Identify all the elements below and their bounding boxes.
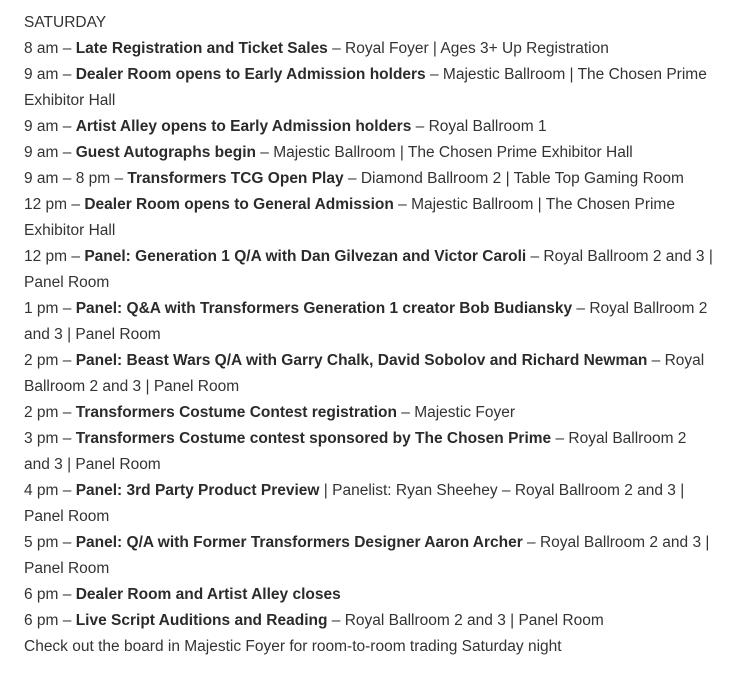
event-item: 2 pm – Panel: Beast Wars Q/A with Garry Chalk, David Sobolov and Richard Newman – Royal Ballroom 2 and 3 | Panel Room [24, 352, 705, 395]
event-time: 5 pm [24, 534, 59, 551]
schedule [24, 10, 714, 660]
event-title: Artist Alley opens to Early Admission holders [75, 118, 412, 135]
event-location: Royal Foyer | Ages 3+ Up Registration [345, 40, 609, 57]
event-title: Panel: Q/A with Former Transformers Designer Aaron Archer [75, 534, 523, 551]
event-location: Royal Ballroom 1 [428, 118, 547, 135]
event-item: 9 am – 8 pm – Transformers TCG Open Play – Diamond Ballroom 2 | Table Top Gaming Room [24, 170, 684, 187]
event-title: Guest Autographs begin [75, 144, 256, 161]
event-time: 4 pm [24, 482, 59, 499]
event-location: Royal Ballroom 2 and 3 | Panel Room [344, 612, 604, 629]
event-item: 9 am – Dealer Room opens to Early Admission holders – Majestic Ballroom | The Chosen Prime Exhibitor Hall [24, 66, 707, 109]
event-time: 1 pm [24, 300, 59, 317]
event-title: Live Script Auditions and Reading [75, 612, 328, 629]
event-list [24, 36, 714, 634]
event-item: 1 pm – Panel: Q&A with Transformers Generation 1 creator Bob Budiansky – Royal Ballroom 2 and 3 | Panel Room [24, 300, 708, 343]
event-title: Dealer Room and Artist Alley closes [75, 586, 341, 603]
event-time: 9 am [24, 118, 59, 135]
event-item: 6 pm – Dealer Room and Artist Alley closes [24, 586, 341, 603]
event-item: 4 pm – Panel: 3rd Party Product Preview | Panelist: Ryan Sheehey – Royal Ballroom 2 and 3 | Panel Room [24, 482, 685, 525]
event-title: Late Registration and Ticket Sales [75, 40, 328, 57]
event-item: 8 am – Late Registration and Ticket Sales – Royal Foyer | Ages 3+ Up Registration [24, 40, 609, 57]
event-item: 12 pm – Dealer Room opens to General Admission – Majestic Ballroom | The Chosen Prime Exhibitor Hall [24, 196, 675, 239]
event-item: 9 am – Artist Alley opens to Early Admission holders – Royal Ballroom 1 [24, 118, 547, 135]
event-time: 9 am [24, 144, 59, 161]
event-location: Royal Ballroom 2 and 3 | Panel Room [24, 430, 687, 473]
event-time: 9 am [24, 66, 59, 83]
footer-note: Check out the board in Majestic Foyer for room-to-room trading Saturday night [24, 638, 562, 655]
event-item: 3 pm – Transformers Costume contest sponsored by The Chosen Prime – Royal Ballroom 2 and 3 | Panel Room [24, 430, 687, 473]
event-item: 9 am – Guest Autographs begin – Majestic Ballroom | The Chosen Prime Exhibitor Hall [24, 144, 633, 161]
event-location: Majestic Ballroom | The Chosen Prime Exhibitor Hall [24, 66, 707, 109]
event-location: Royal Ballroom 2 and 3 | Panel Room [24, 352, 705, 395]
event-location: Majestic Foyer [414, 404, 515, 421]
event-title: Transformers Costume Contest registration [75, 404, 397, 421]
day-heading: SATURDAY [24, 14, 107, 31]
event-item: 12 pm – Panel: Generation 1 Q/A with Dan Gilvezan and Victor Caroli – Royal Ballroom 2 and 3 | Panel Room [24, 248, 713, 291]
event-location: Royal Ballroom 2 and 3 | Panel Room [24, 248, 713, 291]
event-location: Royal Ballroom 2 and 3 | Panel Room [24, 300, 708, 343]
event-title: Dealer Room opens to General Admission [84, 196, 394, 213]
event-title: Transformers TCG Open Play [127, 170, 344, 187]
event-extra: | Panelist: Ryan Sheehey [319, 482, 498, 499]
event-title: Transformers Costume contest sponsored by The Chosen Prime [75, 430, 552, 447]
event-time: 12 pm [24, 196, 68, 213]
event-item: 2 pm – Transformers Costume Contest registration – Majestic Foyer [24, 404, 515, 421]
event-time: 8 am [24, 40, 59, 57]
event-time: 6 pm [24, 586, 59, 603]
event-time: 3 pm [24, 430, 59, 447]
event-location: Diamond Ballroom 2 | Table Top Gaming Room [360, 170, 684, 187]
event-item: 6 pm – Live Script Auditions and Reading – Royal Ballroom 2 and 3 | Panel Room [24, 612, 604, 629]
event-title: Panel: Beast Wars Q/A with Garry Chalk, David Sobolov and Richard Newman [75, 352, 648, 369]
event-time: 6 pm [24, 612, 59, 629]
event-title: Panel: 3rd Party Product Preview [75, 482, 320, 499]
event-location: Royal Ballroom 2 and 3 | Panel Room [24, 534, 710, 577]
event-location: Majestic Ballroom | The Chosen Prime Exhibitor Hall [24, 196, 675, 239]
event-title: Panel: Generation 1 Q/A with Dan Gilvezan and Victor Caroli [84, 248, 527, 265]
event-item: 5 pm – Panel: Q/A with Former Transformers Designer Aaron Archer – Royal Ballroom 2 and 3 | Panel Room [24, 534, 710, 577]
event-time: 2 pm [24, 404, 59, 421]
event-title: Panel: Q&A with Transformers Generation 1 creator Bob Budiansky [75, 300, 573, 317]
event-location: Majestic Ballroom | The Chosen Prime Exhibitor Hall [273, 144, 633, 161]
event-time: 2 pm [24, 352, 59, 369]
event-title: Dealer Room opens to Early Admission holders [75, 66, 426, 83]
event-time: 12 pm [24, 248, 68, 265]
event-location: Royal Ballroom 2 and 3 | Panel Room [24, 482, 685, 525]
event-time: 9 am – 8 pm [24, 170, 111, 187]
